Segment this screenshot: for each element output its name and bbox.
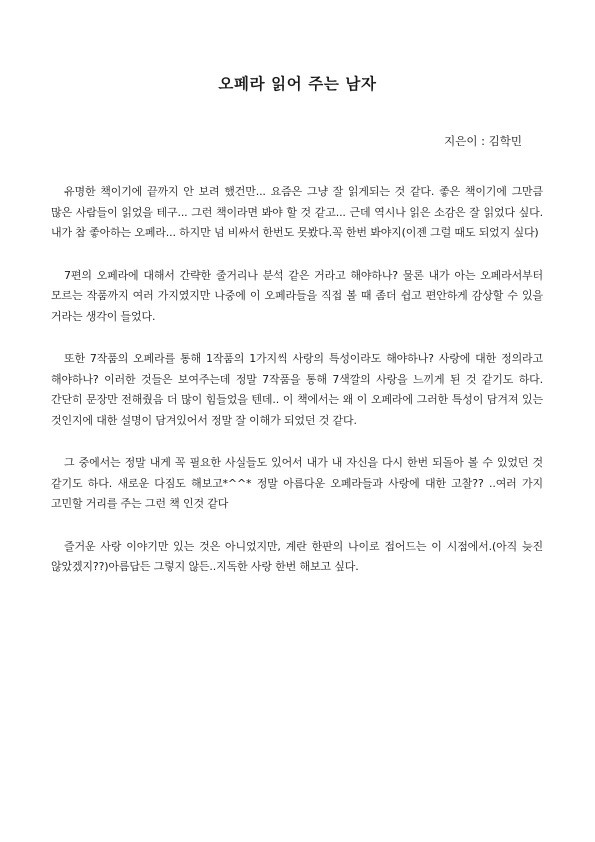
body-paragraph: 그 중에서는 정말 내게 꼭 필요한 사실들도 있어서 내가 내 자신을 다시 한번 되돌아 볼 수 있었던 것 같기도 하다. 새로운 다짐도 해보고*^^* 정말 아름다운 오페라들과 사랑에 대한 고찰?? ..여러 가지 고민할 거리를 주는 그런 책 인것 같다	[51, 456, 543, 510]
author-line: 지은이 : 김학민	[444, 134, 522, 148]
document-title: 오페라 읽어 주는 남자	[218, 75, 377, 93]
body-paragraph: 또한 7작품의 오페라를 통해 1작품의 1가지씩 사랑의 특성이라도 해야하나? 사랑에 대한 정의라고 해야하나? 이러한 것들은 보여주는데 정말 7작품을 통해 7색깔의 사랑을 느끼게 된 것 같기도 하다. 간단히 문장만 전해줬음 더 많이 힘들었을 텐데.. 이 책에서는 왜 이 오페라에 그러한 특성이 담겨져 있는 것인지에 대한 설명이 담겨있어서 정말 잘 이해가 되었던 것 같다.	[51, 352, 543, 427]
body-paragraph: 즐거운 사랑 이야기만 있는 것은 아니었지만, 계란 한판의 나이로 접어드는 이 시점에서.(아직 늦진 않았겠지??)아름답든 그렇지 않든..지독한 사랑 한번 해보고 싶다.	[51, 539, 543, 573]
body-paragraph: 7편의 오페라에 대해서 간략한 줄거리나 분석 같은 거라고 해야하나? 물론 내가 아는 오페라서부터 모르는 작품까지 여러 가지였지만 나중에 이 오페라들을 직접 볼 때 좀더 쉽고 편안하게 감상할 수 있을 거라는 생각이 들었다.	[51, 268, 543, 323]
document-body	[51, 182, 543, 600]
body-paragraph: 유명한 책이기에 끝까지 안 보려 했건만... 요즘은 그냥 잘 읽게되는 것 같다. 좋은 책이기에 그만큼 많은 사람들이 읽었을 테구... 그런 책이라면 봐야 할 것 같고... 근데 역시나 읽은 소감은 잘 읽었다 싶다. 내가 참 좋아하는 오페라... 하지만 넘 비싸서 한번도 못봤다.꼭 한번 봐야지(이젠 그럴 때도 되었지 싶다)	[51, 185, 543, 239]
